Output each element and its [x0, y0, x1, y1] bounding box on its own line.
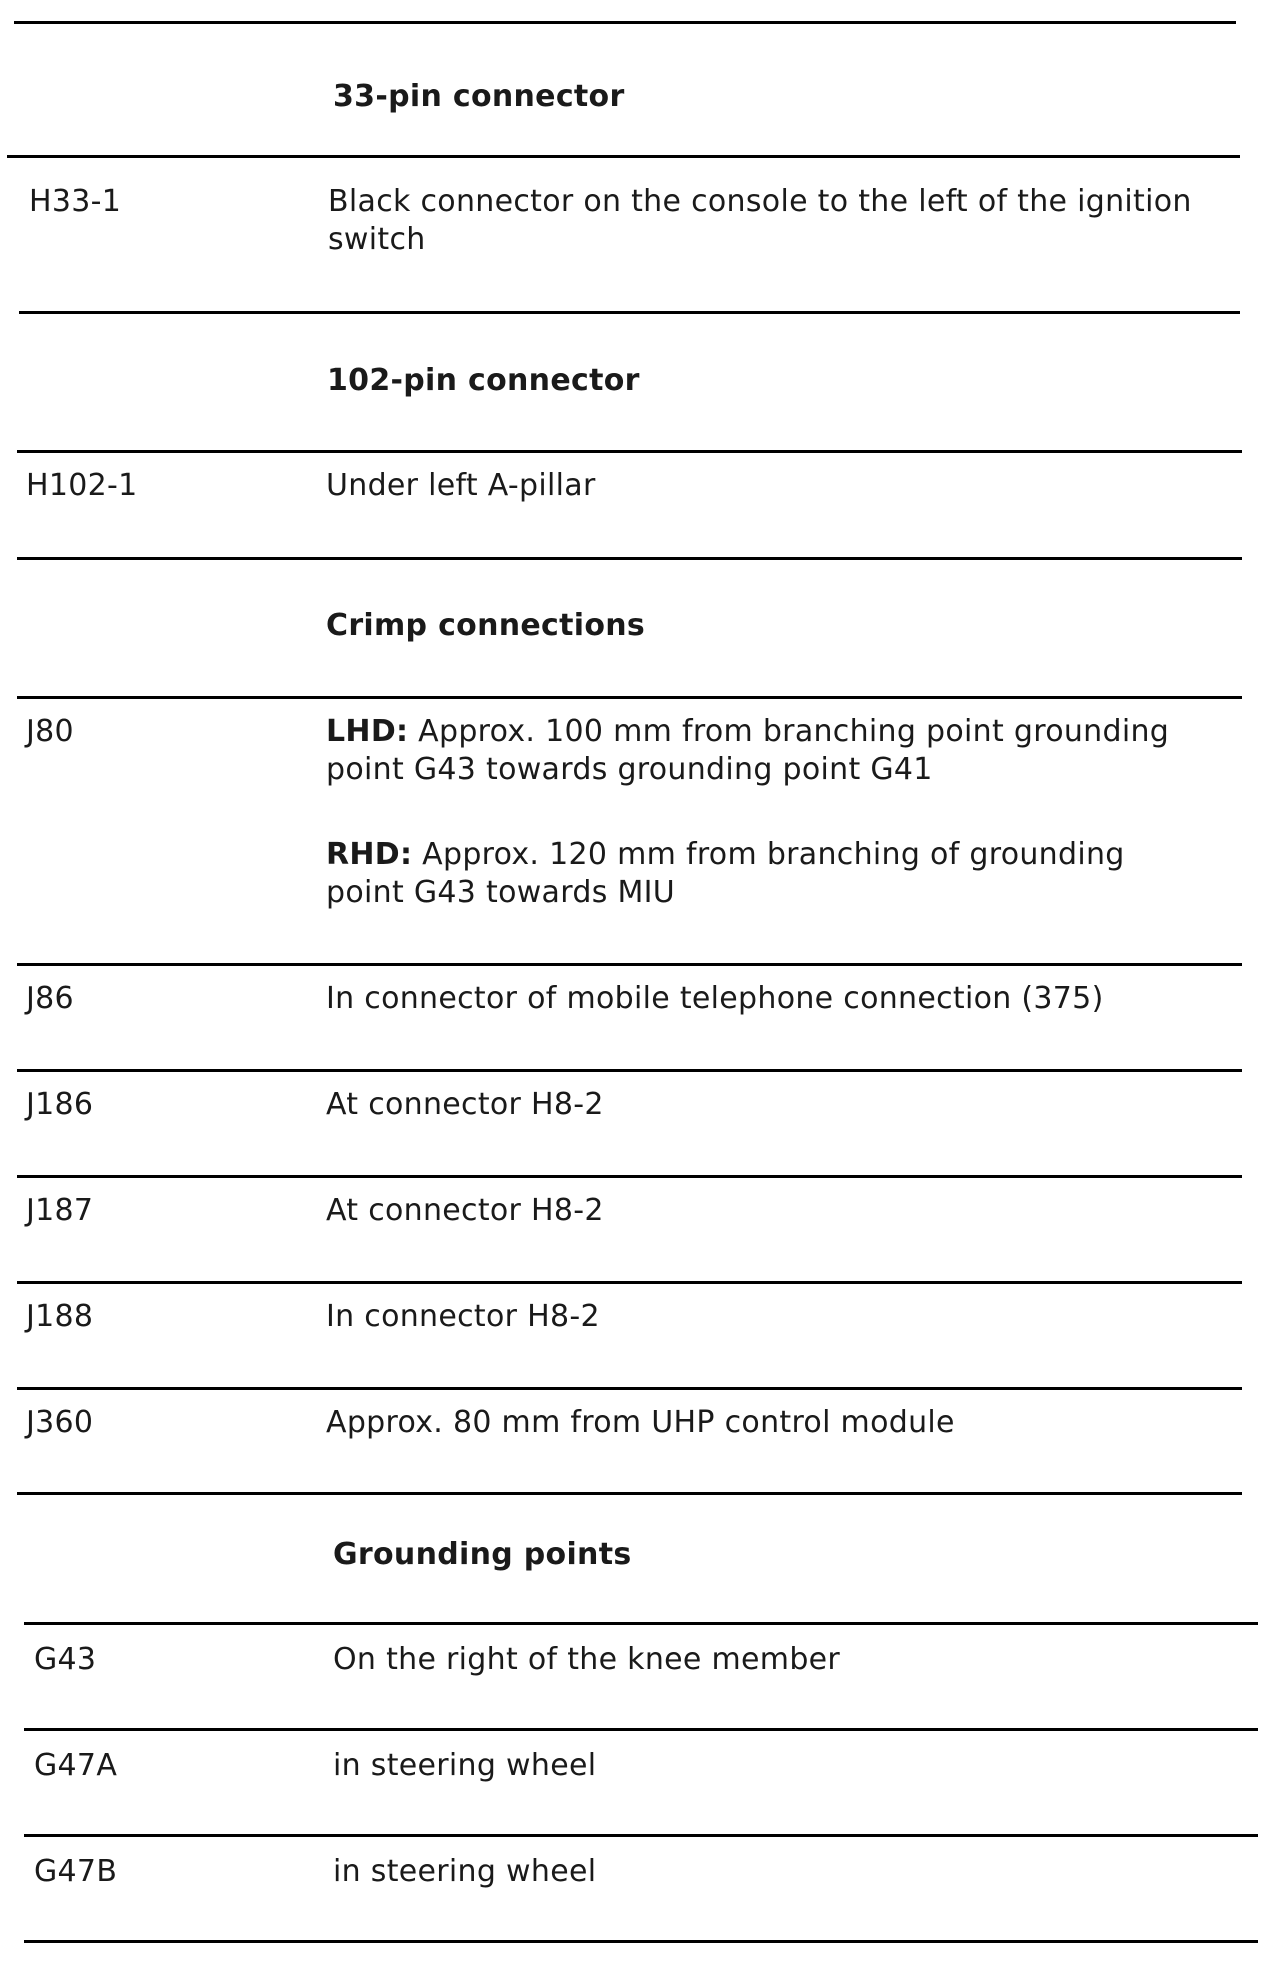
row-code-h102-1: H102-1: [26, 468, 138, 503]
row-description-j188: In connector H8-2: [326, 1299, 600, 1334]
row-code-g47b: G47B: [34, 1854, 118, 1889]
table-rule: [17, 450, 1242, 453]
row-code-j80: J80: [26, 714, 74, 749]
table-rule: [17, 1175, 1242, 1178]
table-rule: [19, 311, 1240, 314]
lhd-label: LHD:: [326, 714, 409, 749]
table-rule: [17, 1387, 1242, 1390]
row-description-j360: Approx. 80 mm from UHP control module: [326, 1405, 955, 1440]
row-code-h33-1: H33-1: [29, 184, 122, 219]
table-rule: [24, 1728, 1258, 1731]
row-description-j86: In connector of mobile telephone connection (375): [326, 981, 1104, 1016]
rhd-text: Approx. 120 mm from branching of grounding point G43 towards MIU: [326, 837, 1125, 910]
table-rule: [17, 557, 1242, 560]
row-description-j80-lhd: [326, 713, 1246, 789]
table-rule: [17, 696, 1242, 699]
table-rule: [24, 1834, 1258, 1837]
section-heading-crimp: Crimp connections: [326, 608, 646, 643]
table-rule: [17, 963, 1242, 966]
row-description-j187: At connector H8-2: [326, 1193, 604, 1228]
table-rule: [7, 155, 1240, 158]
table-rule-top: [14, 21, 1236, 24]
row-code-j188: J188: [26, 1299, 94, 1334]
row-code-g47a: G47A: [34, 1748, 118, 1783]
row-code-g43: G43: [34, 1642, 97, 1677]
row-code-j187: J187: [26, 1193, 94, 1228]
table-rule: [24, 1622, 1258, 1625]
rhd-label: RHD:: [326, 837, 413, 872]
row-description-g47a: in steering wheel: [333, 1748, 597, 1783]
row-code-j360: J360: [26, 1405, 94, 1440]
row-description-g43: On the right of the knee member: [333, 1642, 841, 1677]
section-heading-grounding: Grounding points: [333, 1537, 632, 1572]
lhd-text: Approx. 100 mm from branching point grounding point G43 towards grounding point G41: [326, 714, 1170, 787]
row-description-j186: At connector H8-2: [326, 1087, 604, 1122]
section-heading-33-pin: 33-pin connector: [333, 79, 625, 114]
row-code-j186: J186: [26, 1087, 94, 1122]
table-rule: [17, 1069, 1242, 1072]
row-description-h33-1: Black connector on the console to the left of the ignition switch: [328, 184, 1192, 257]
row-description-g47b: in steering wheel: [333, 1854, 597, 1889]
row-code-j86: J86: [26, 981, 74, 1016]
row-description-h102-1: Under left A-pillar: [326, 468, 596, 503]
table-rule: [17, 1492, 1242, 1495]
table-rule: [17, 1281, 1242, 1284]
section-heading-102-pin: 102-pin connector: [327, 363, 640, 398]
table-rule-bottom: [24, 1940, 1258, 1943]
row-description-j80-rhd: [326, 836, 1206, 912]
